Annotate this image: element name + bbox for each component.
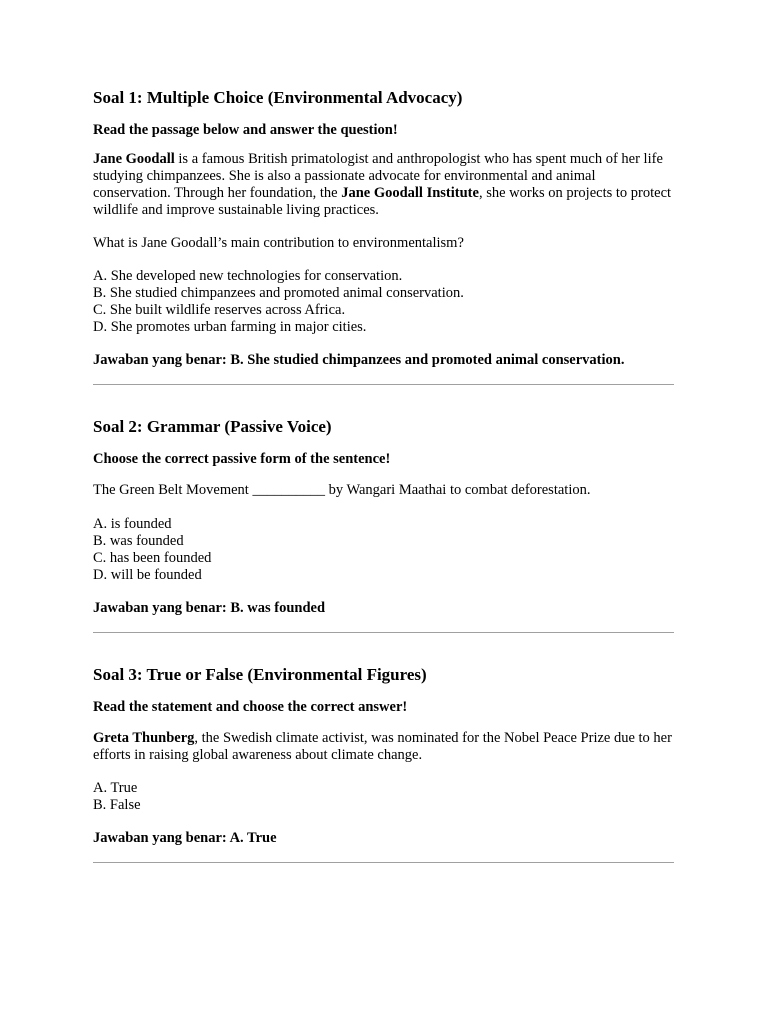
q2-answer: Jawaban yang benar: B. was founded xyxy=(93,600,326,616)
q2-option-a: A. is founded xyxy=(93,516,172,532)
q2-option-c: C. has been founded xyxy=(93,550,212,566)
q1-option-d: D. She promotes urban farming in major cities. xyxy=(93,319,367,335)
q1-question: What is Jane Goodall’s main contribution to environmentalism? xyxy=(93,235,464,251)
q2-option-b: B. was founded xyxy=(93,533,184,549)
q3-option-a: A. True xyxy=(93,780,138,796)
q1-passage-text-1: is a famous British primatologist and anthropologist who has spent much of her life studying chimpanzees. She is also a passionate advocate for environmental and animal conservation. Through her foundation, the xyxy=(93,151,663,201)
q1-passage-name-jane-goodall: Jane Goodall xyxy=(93,151,175,167)
q1-option-b: B. She studied chimpanzees and promoted animal conservation. xyxy=(93,285,464,301)
question-2 xyxy=(93,415,674,633)
q2-instruction: Choose the correct passive form of the sentence! xyxy=(93,451,391,467)
q1-passage-name-institute: Jane Goodall Institute xyxy=(341,185,479,201)
q3-answer: Jawaban yang benar: A. True xyxy=(93,830,277,846)
q2-option-d: D. will be founded xyxy=(93,567,202,583)
q1-option-a: A. She developed new technologies for conservation. xyxy=(93,268,403,284)
q2-title: Soal 2: Grammar (Passive Voice) xyxy=(93,417,332,436)
q1-instruction: Read the passage below and answer the question! xyxy=(93,122,398,138)
q1-title: Soal 1: Multiple Choice (Environmental Advocacy) xyxy=(93,88,463,107)
q1-passage xyxy=(93,151,674,219)
q1-option-c: C. She built wildlife reserves across Africa. xyxy=(93,302,346,318)
question-1 xyxy=(93,86,674,385)
question-3 xyxy=(93,663,674,863)
q3-option-b: B. False xyxy=(93,797,141,813)
divider-3 xyxy=(93,862,674,863)
q3-statement xyxy=(93,730,674,764)
q1-answer: Jawaban yang benar: B. She studied chimpanzees and promoted animal conservation. xyxy=(93,352,625,368)
q3-statement-text: , the Swedish climate activist, was nominated for the Nobel Peace Prize due to her efforts in raising global awareness about climate change. xyxy=(93,730,672,763)
q1-passage-text-2: , she works on projects to protect wildlife and improve sustainable living practices. xyxy=(93,185,672,218)
q3-title: Soal 3: True or False (Environmental Figures) xyxy=(93,665,427,684)
q2-sentence: The Green Belt Movement __________ by Wangari Maathai to combat deforestation. xyxy=(93,482,591,498)
q3-instruction: Read the statement and choose the correct answer! xyxy=(93,699,408,715)
q3-statement-name: Greta Thunberg xyxy=(93,730,195,746)
